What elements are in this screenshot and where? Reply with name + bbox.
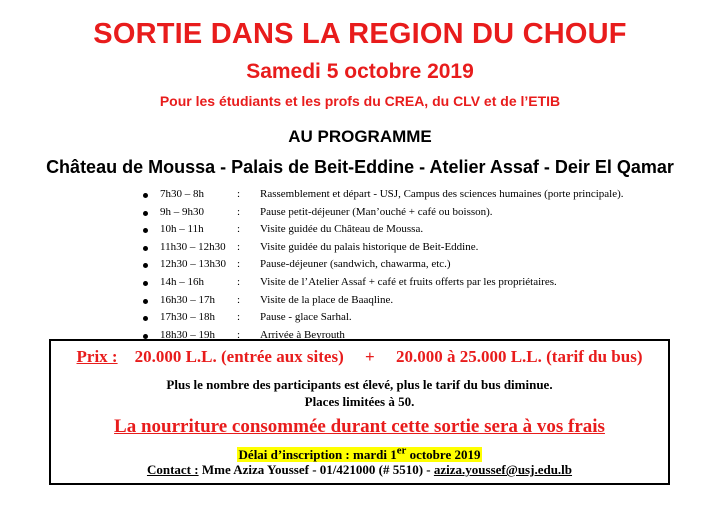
bullet-icon (143, 228, 148, 233)
price-plus: + (365, 347, 375, 366)
price-sites: 20.000 L.L. (entrée aux sites) (134, 347, 344, 366)
contact-label: Contact : (146, 462, 199, 477)
page-title: SORTIE DANS LA REGION DU CHOUF (93, 18, 627, 50)
bus-note: Plus le nombre des participants est élevé, plus le tarif du bus diminue. (166, 377, 553, 392)
schedule-time: 14h – 16h (160, 275, 204, 288)
schedule-separator: : (237, 258, 241, 271)
schedule-time: 17h30 – 18h (160, 311, 215, 324)
places-limit: Places limitées à 50. (304, 394, 415, 409)
bullet-icon (143, 263, 148, 268)
program-heading: AU PROGRAMME (288, 127, 432, 146)
contact-line (51, 462, 668, 478)
schedule-item (140, 309, 700, 327)
bullet-icon (143, 316, 148, 321)
schedule-desc: Visite guidée du palais historique de Beit-Eddine. (260, 240, 479, 253)
bullet-icon (143, 246, 148, 251)
schedule-item (140, 186, 700, 204)
schedule-list (140, 186, 700, 344)
bullet-icon (143, 334, 148, 339)
program-places: Château de Moussa - Palais de Beit-Eddine - Atelier Assaf - Deir El Qamar (46, 157, 674, 177)
schedule-separator: : (237, 275, 241, 288)
schedule-item (140, 221, 700, 239)
bullet-icon (143, 299, 148, 304)
deadline-row (51, 445, 668, 463)
schedule-time: 7h30 – 8h (160, 188, 204, 200)
schedule-desc: Visite de la place de Baaqline. (260, 293, 394, 306)
schedule-desc: Pause-déjeuner (sandwich, chawarma, etc.) (260, 258, 451, 271)
bullet-icon (143, 211, 148, 216)
contact-email[interactable]: aziza.youssef@usj.edu.lb (433, 462, 573, 477)
price-label: Prix : (76, 347, 118, 366)
schedule-item (140, 274, 700, 292)
schedule-desc: Visite guidée du Château de Moussa. (260, 223, 424, 236)
contact-text: Mme Aziza Youssef - 01/421000 (# 5510) - (198, 462, 434, 477)
info-box (49, 339, 670, 485)
schedule-time: 12h30 – 13h30 (160, 258, 226, 271)
price-line (51, 347, 668, 367)
deadline-text: Délai d’inscription : mardi 1 (238, 447, 397, 463)
bullet-icon (143, 193, 148, 198)
schedule-separator: : (237, 205, 241, 218)
deadline-sup: er (396, 445, 407, 457)
registration-deadline (237, 447, 483, 462)
price-bus: 20.000 à 25.000 L.L. (tarif du bus) (395, 347, 643, 366)
schedule-desc: Visite de l’Atelier Assaf + café et fruits offerts par les propriétaires. (260, 275, 557, 288)
schedule-separator: : (237, 188, 241, 200)
schedule-separator: : (237, 293, 241, 306)
schedule-item (140, 292, 700, 310)
schedule-desc: Arrivée à Beyrouth (260, 328, 345, 341)
schedule-desc: Rassemblement et départ - USJ, Campus des sciences humaines (porte principale). (260, 188, 624, 200)
bullet-icon (143, 281, 148, 286)
schedule-time: 10h – 11h (160, 223, 204, 236)
schedule-separator: : (237, 223, 241, 236)
event-date: Samedi 5 octobre 2019 (246, 60, 474, 83)
schedule-time: 18h30 – 19h (160, 328, 215, 341)
schedule-desc: Pause petit-déjeuner (Man’ouché + café ou boisson). (260, 205, 493, 218)
food-notice: La nourriture consommée durant cette sortie sera à vos frais (114, 416, 605, 437)
schedule-separator: : (237, 328, 241, 341)
schedule-item (140, 204, 700, 222)
schedule-separator: : (237, 240, 241, 253)
schedule-desc: Pause - glace Sarhal. (260, 311, 352, 324)
deadline-end: octobre 2019 (406, 447, 481, 463)
schedule-separator: : (237, 311, 241, 324)
schedule-item (140, 256, 700, 274)
schedule-item (140, 239, 700, 257)
audience-line: Pour les étudiants et les profs du CREA, du CLV et de l’ETIB (159, 93, 561, 109)
schedule-time: 16h30 – 17h (160, 293, 215, 306)
schedule-time: 11h30 – 12h30 (160, 240, 226, 253)
schedule-time: 9h – 9h30 (160, 205, 204, 218)
